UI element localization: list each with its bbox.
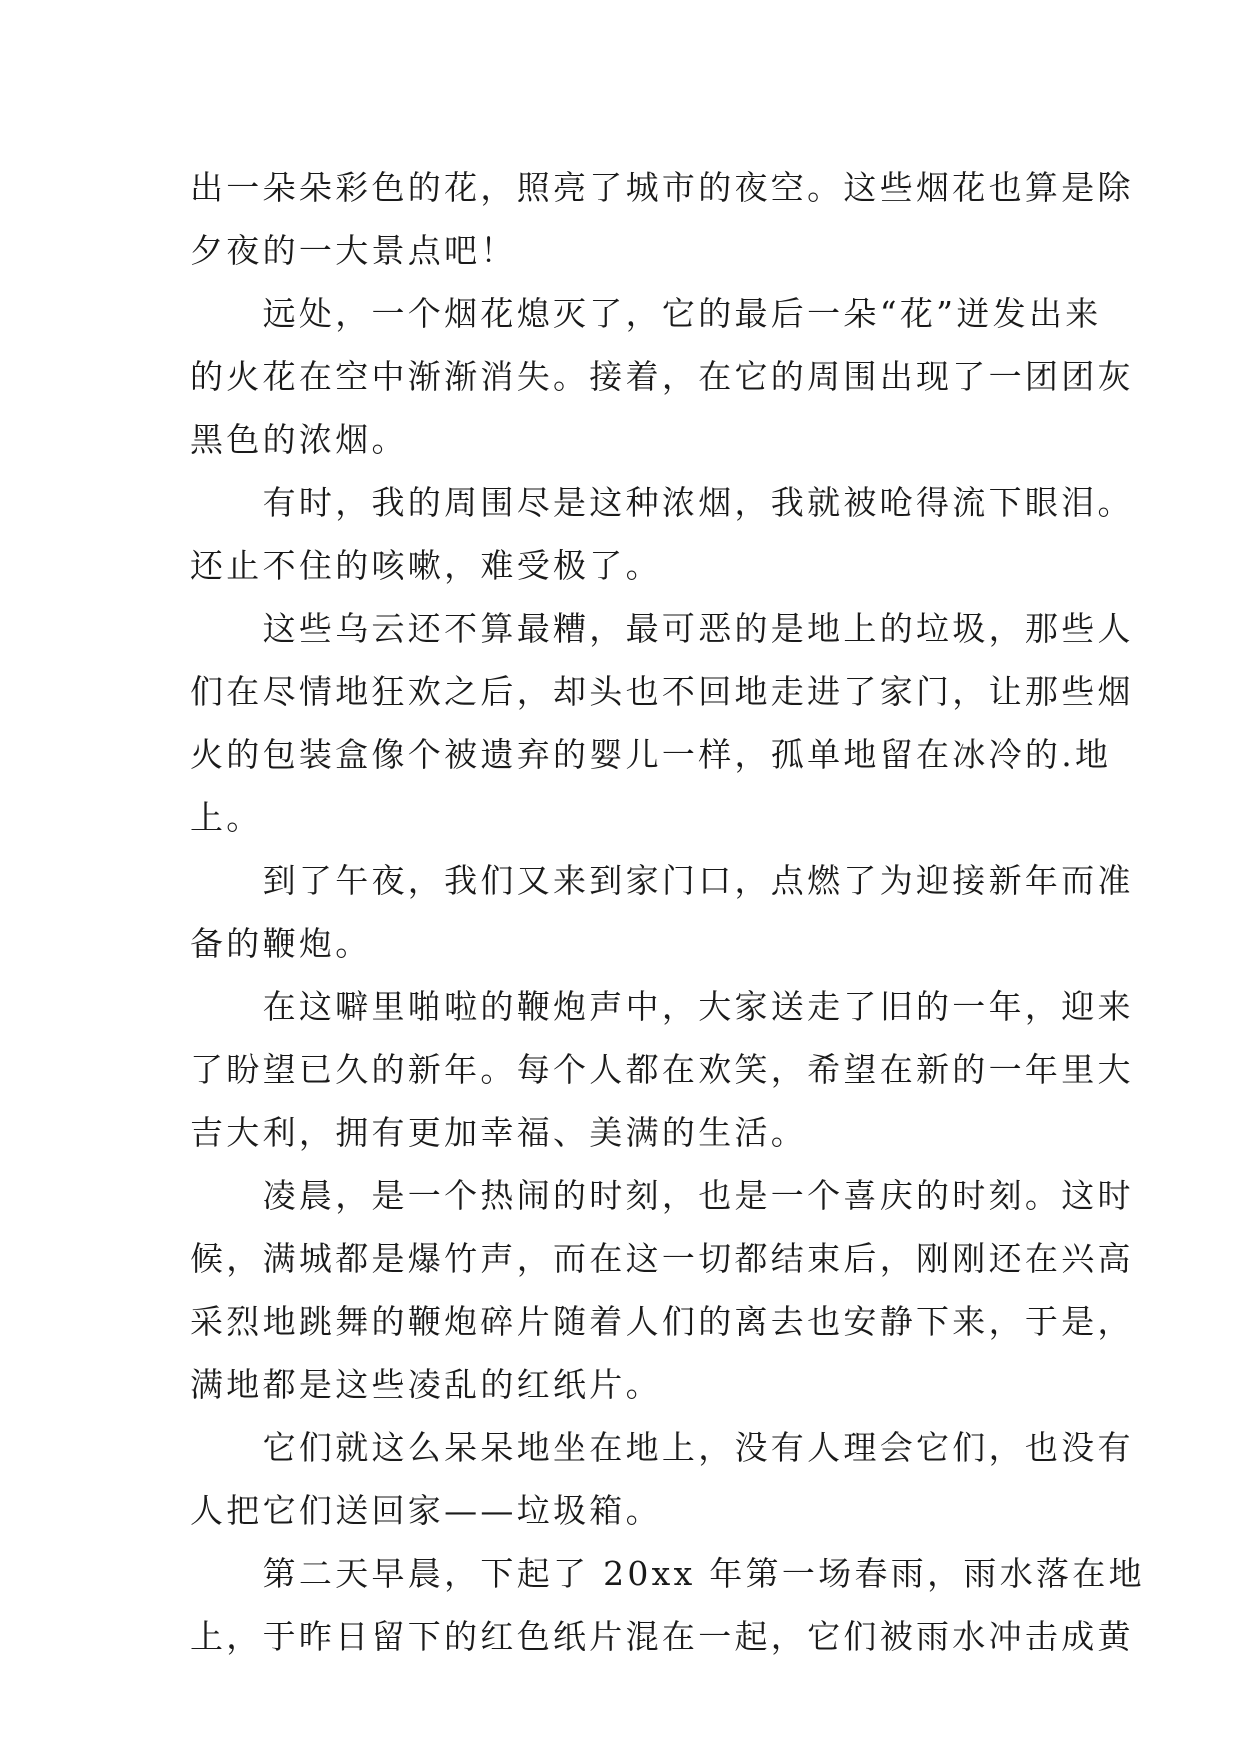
text-line: 在这噼里啪啦的鞭炮声中，大家送走了旧的一年，迎来	[190, 987, 1134, 1026]
text-line: 黑色的浓烟。	[190, 420, 408, 459]
text-line: 们在尽情地狂欢之后，却头也不回地走进了家门，让那些烟	[190, 672, 1134, 711]
text-line: 上。	[190, 798, 263, 837]
text-line: 有时，我的周围尽是这种浓烟，我就被呛得流下眼泪。	[190, 483, 1134, 522]
text-line: 吉大利，拥有更加幸福、美满的生活。	[190, 1113, 808, 1152]
text-line: 上，于昨日留下的红色纸片混在一起，它们被雨水冲击成黄	[190, 1617, 1134, 1656]
text-line: 远处，一个烟花熄灭了，它的最后一朵“花”迸发出来	[190, 294, 1102, 333]
text-line: 到了午夜，我们又来到家门口，点燃了为迎接新年而准	[190, 861, 1134, 900]
text-line: 出一朵朵彩色的花，照亮了城市的夜空。这些烟花也算是除	[190, 168, 1134, 207]
text-line: 候，满城都是爆竹声，而在这一切都结束后，刚刚还在兴高	[190, 1239, 1134, 1278]
text-line: 这些乌云还不算最糟，最可恶的是地上的垃圾，那些人	[190, 609, 1134, 648]
document-body	[190, 156, 1145, 1668]
text-line: 了盼望已久的新年。每个人都在欢笑，希望在新的一年里大	[190, 1050, 1134, 1089]
text-line: 第二天早晨，下起了 20xx 年第一场春雨，雨水落在地	[190, 1554, 1145, 1593]
text-line: 采烈地跳舞的鞭炮碎片随着人们的离去也安静下来，于是，	[190, 1302, 1134, 1341]
text-line: 凌晨，是一个热闹的时刻，也是一个喜庆的时刻。这时	[190, 1176, 1134, 1215]
text-line: 的火花在空中渐渐消失。接着，在它的周围出现了一团团灰	[190, 357, 1134, 396]
text-line: 满地都是这些凌乱的红纸片。	[190, 1365, 662, 1404]
text-line: 人把它们送回家——垃圾箱。	[190, 1491, 662, 1530]
text-line: 还止不住的咳嗽，难受极了。	[190, 546, 662, 585]
text-line: 夕夜的一大景点吧！	[190, 231, 517, 270]
text-line: 备的鞭炮。	[190, 924, 372, 963]
text-line: 火的包装盒像个被遗弃的婴儿一样，孤单地留在冰冷的.地	[190, 735, 1112, 774]
text-line: 它们就这么呆呆地坐在地上，没有人理会它们，也没有	[190, 1428, 1134, 1467]
